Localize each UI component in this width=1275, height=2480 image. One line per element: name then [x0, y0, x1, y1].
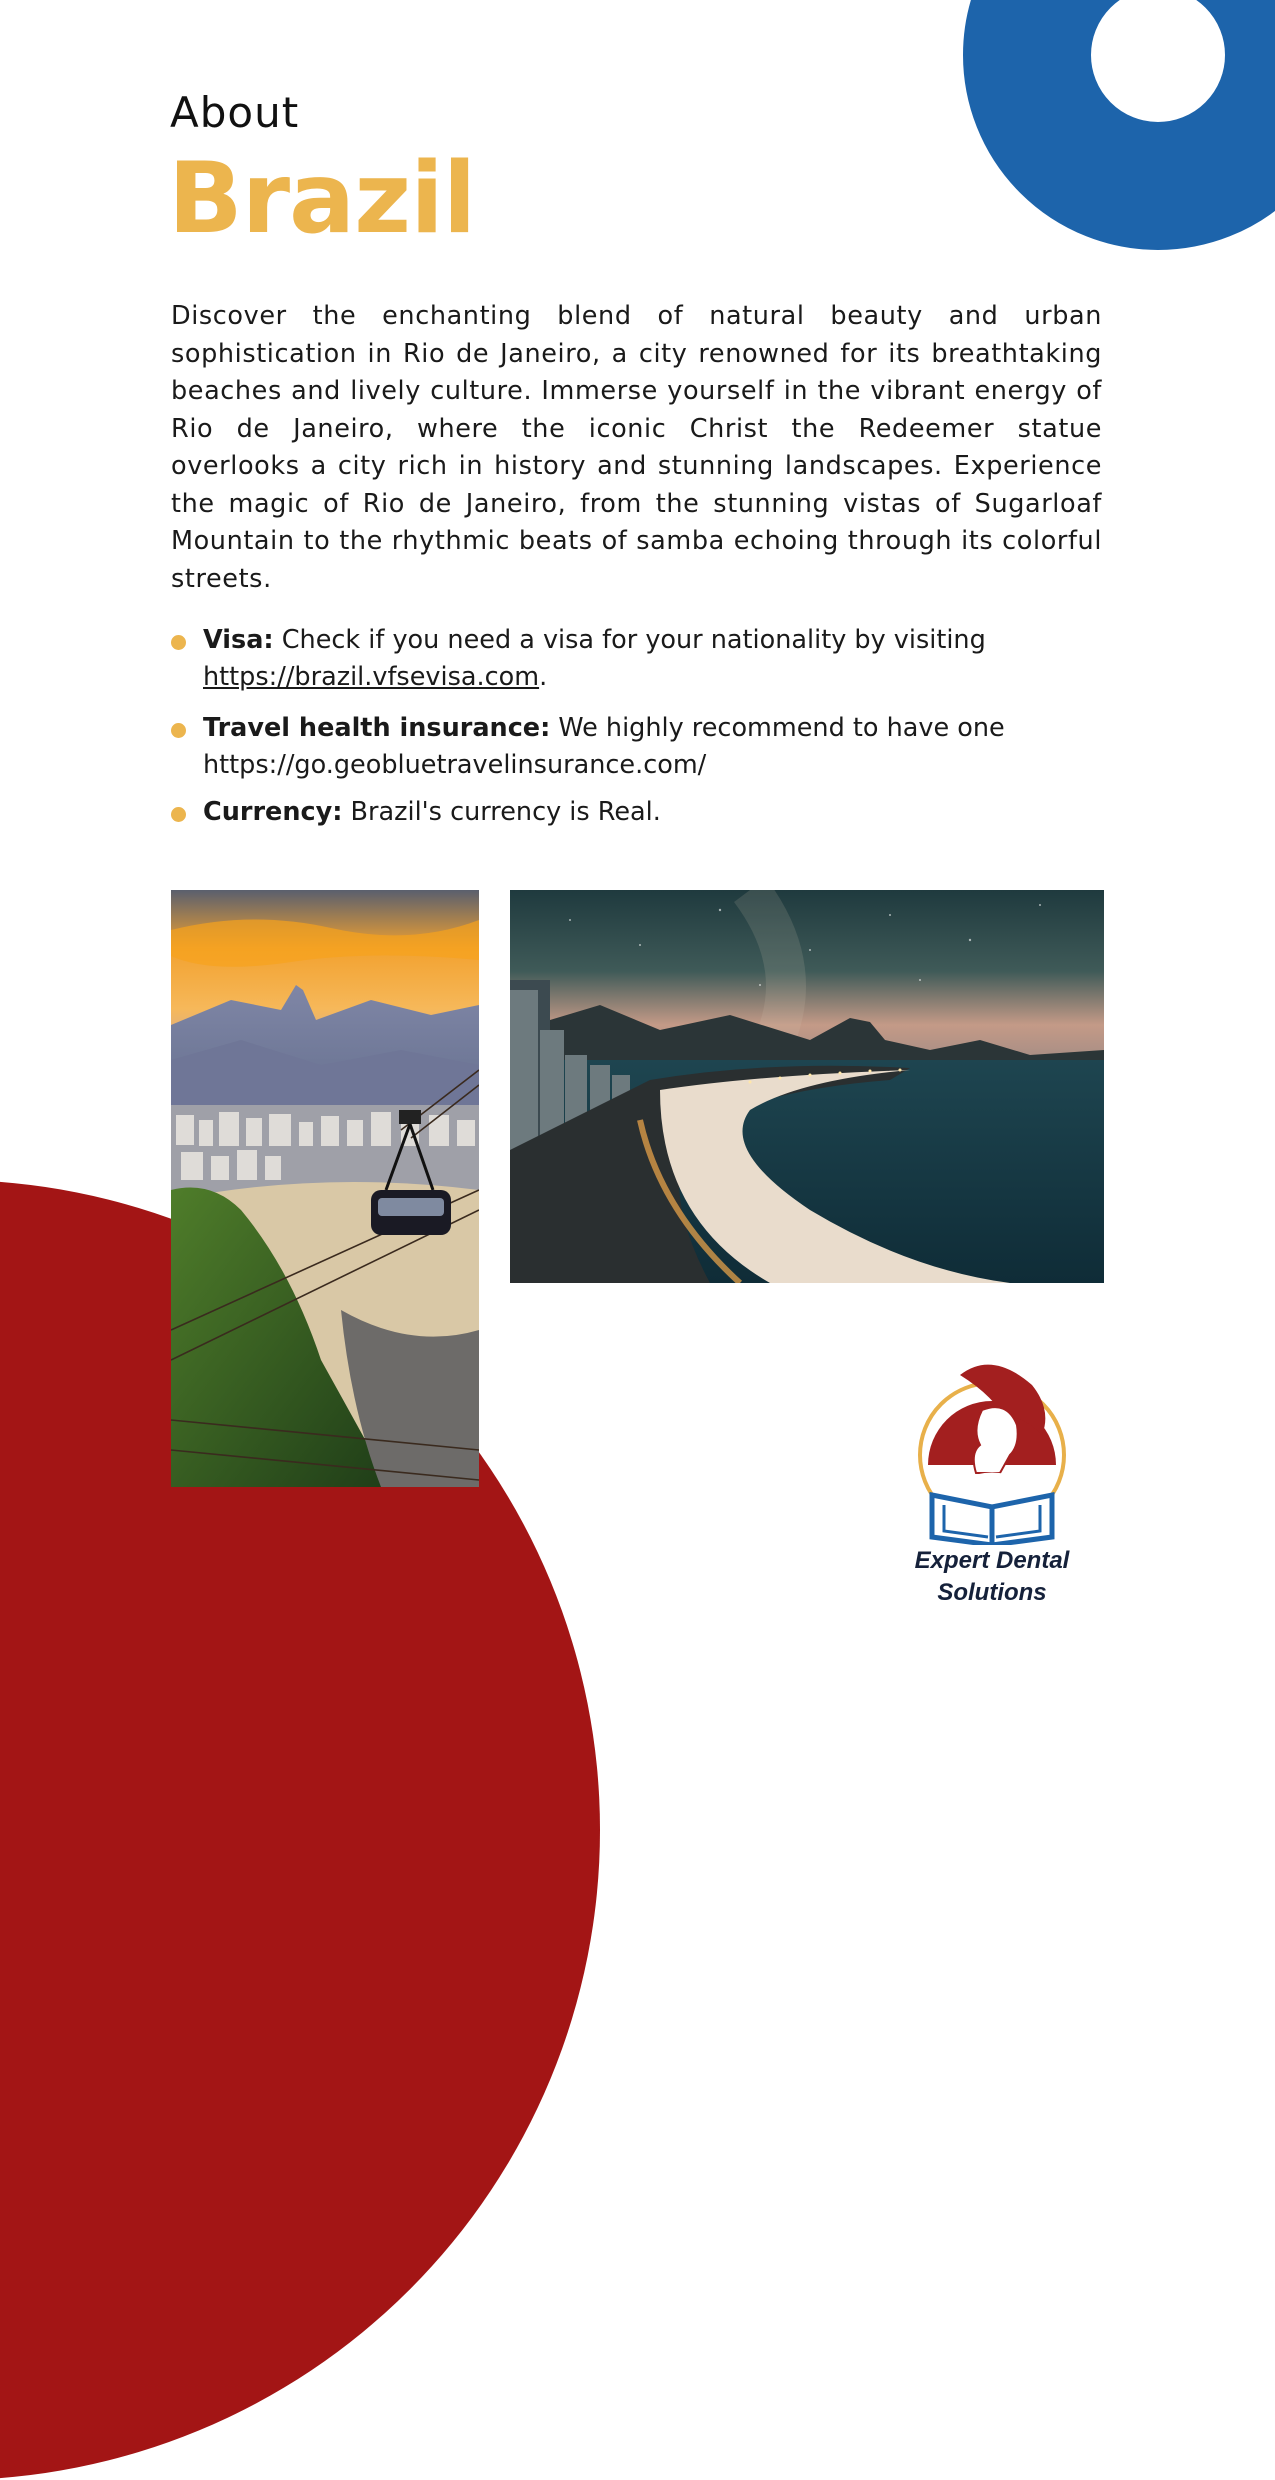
decorative-blue-arc	[963, 0, 1275, 250]
visa-label: Visa:	[203, 625, 274, 655]
expert-dental-solutions-logo	[892, 1355, 1092, 1615]
insurance-text: We highly recommend to have one https://go.geobluetravelinsurance.com/	[203, 713, 1005, 780]
list-item-currency	[171, 794, 1102, 831]
page-title: Brazil	[168, 142, 476, 256]
photo-copacabana-night	[510, 890, 1104, 1283]
list-item-insurance	[171, 710, 1102, 784]
logo-line-2: Solutions	[937, 1579, 1047, 1606]
facts-list	[171, 622, 1102, 831]
bullet-dot-icon	[171, 723, 186, 738]
spartan-helmet-book-icon	[892, 1355, 1092, 1545]
visa-link[interactable]: https://brazil.vfsevisa.com	[203, 662, 540, 692]
visa-text: Check if you need a visa for your nationality by visiting	[273, 625, 986, 655]
intro-paragraph: Discover the enchanting blend of natural beauty and urban sophistication in Rio de Janeiro, a city renowned for its breathtaking beaches and lively culture. Immerse yourself in the vibrant energy of Rio de Janeiro, where the iconic Christ the Redeemer statue overlooks a city rich in history and stunning landscapes. Experience the magic of Rio de Janeiro, from the stunning vistas of Sugarloaf Mountain to the rhythmic beats of samba echoing through its colorful streets.	[171, 301, 1102, 594]
list-item-visa	[171, 622, 1102, 696]
logo-line-1: Expert Dental	[914, 1547, 1070, 1574]
bullet-dot-icon	[171, 807, 186, 822]
currency-label: Currency:	[203, 797, 343, 827]
page-kicker: About	[170, 88, 300, 137]
bullet-dot-icon	[171, 635, 186, 650]
currency-text: Brazil's currency is Real.	[342, 797, 661, 827]
logo-wordmark	[892, 1545, 1092, 1609]
insurance-label: Travel health insurance:	[203, 713, 551, 743]
photo-rio-cable-car	[171, 890, 479, 1487]
visa-trail: .	[539, 662, 548, 692]
